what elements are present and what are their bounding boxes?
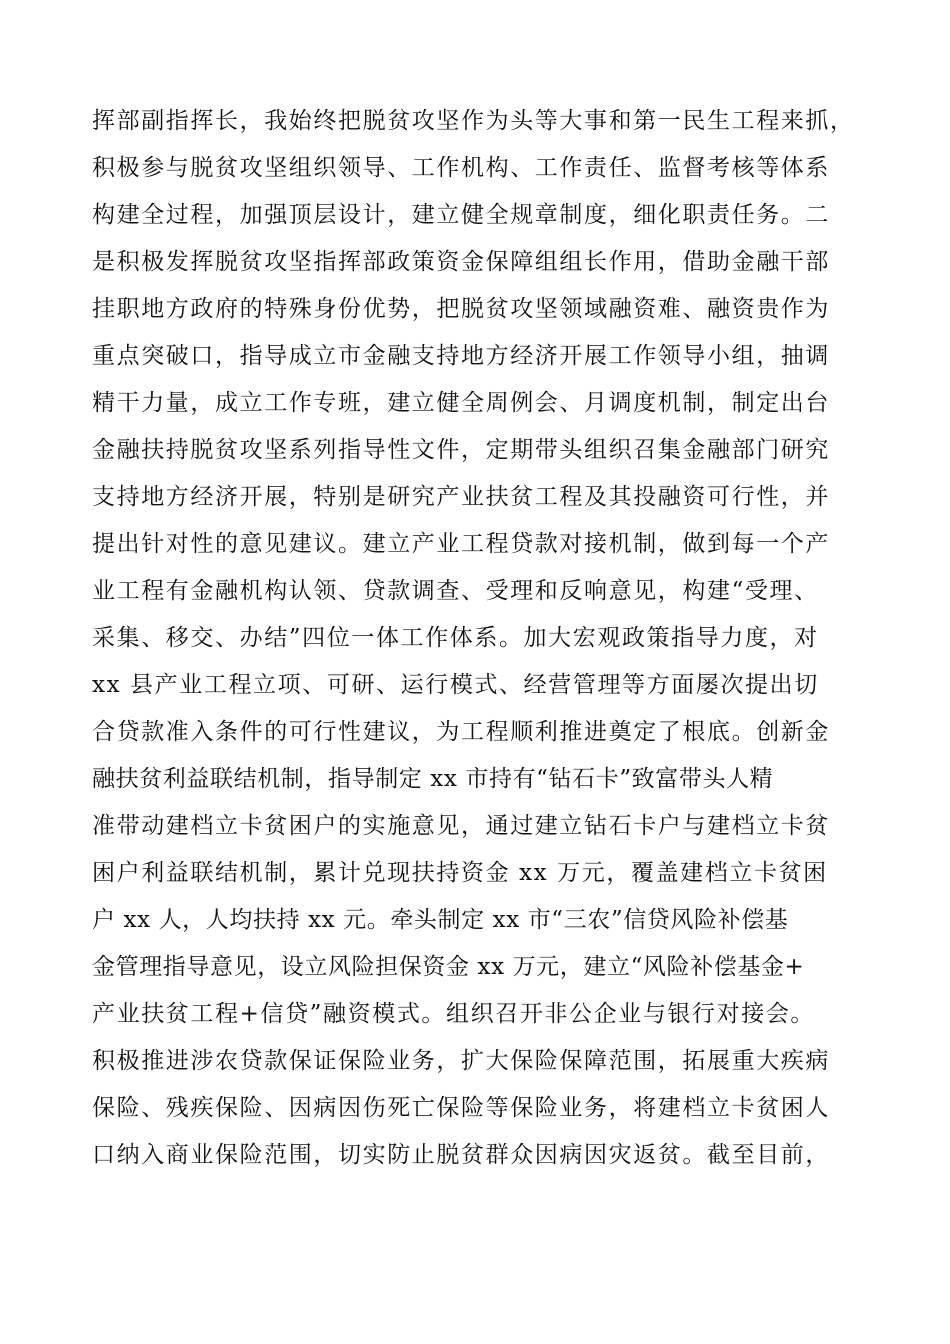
text-line: 口纳入商业保险范围，切实防止脱贫群众因病因灾返贫。截至目前， [92, 1142, 830, 1168]
text-line: 挂职地方政府的特殊身份优势，把脱贫攻坚领域融资难、融资贵作为 [92, 296, 830, 322]
text-line: 积极参与脱贫攻坚组织领导、工作机构、工作责任、监督考核等体系 [92, 155, 830, 181]
document-body [92, 98, 872, 1179]
text-line: 业工程有金融机构认领、贷款调查、受理和反响意见，构建“受理、 [92, 578, 819, 604]
text-line: 挥部副指挥长，我始终把脱贫攻坚作为头等大事和第一民生工程来抓， [92, 108, 855, 134]
text-line: xx 县产业工程立项、可研、运行模式、经营管理等方面屡次提出切 [92, 672, 819, 698]
text-line: 户 xx 人，人均扶持 xx 元。牵头制定 xx 市“三农”信贷风险补偿基 [92, 907, 789, 933]
text-line: 保险、残疾保险、因病因伤死亡保险等保险业务，将建档立卡贫困人 [92, 1095, 830, 1121]
text-line: 精干力量，成立工作专班，建立健全周例会、月调度机制，制定出台 [92, 390, 830, 416]
text-line: 支持地方经济开展，特别是研究产业扶贫工程及其投融资可行性，并 [92, 484, 830, 510]
text-line: 困户利益联结机制，累计兑现扶持资金 xx 万元，覆盖建档立卡贫困 [92, 860, 828, 886]
text-line: 积极推进涉农贷款保证保险业务，扩大保险保障范围，拓展重大疾病 [92, 1048, 830, 1074]
text-line: 提出针对性的意见建议。建立产业工程贷款对接机制，做到每一个产 [92, 531, 830, 557]
text-line: 合贷款准入条件的可行性建议，为工程顺利推进奠定了根底。创新金 [92, 719, 830, 745]
text-line: 采集、移交、办结”四位一体工作体系。加大宏观政策指导力度，对 [92, 625, 819, 651]
text-line: 金融扶持脱贫攻坚系列指导性文件，定期带头组织召集金融部门研究 [92, 437, 830, 463]
text-line: 金管理指导意见，设立风险担保资金 xx 万元，建立“风险补偿基金+ [92, 954, 805, 980]
text-line: 准带动建档立卡贫困户的实施意见，通过建立钻石卡户与建档立卡贫 [92, 813, 830, 839]
text-line: 产业扶贫工程+信贷”融资模式。组织召开非公企业与银行对接会。 [92, 1001, 816, 1027]
text-line: 融扶贫利益联结机制，指导制定 xx 市持有“钻石卡”致富带头人精 [92, 766, 774, 792]
text-line: 重点突破口，指导成立市金融支持地方经济开展工作领导小组，抽调 [92, 343, 830, 369]
text-line: 构建全过程，加强顶层设计，建立健全规章制度，细化职责任务。二 [92, 202, 830, 228]
text-line: 是积极发挥脱贫攻坚指挥部政策资金保障组组长作用，借助金融干部 [92, 249, 830, 275]
